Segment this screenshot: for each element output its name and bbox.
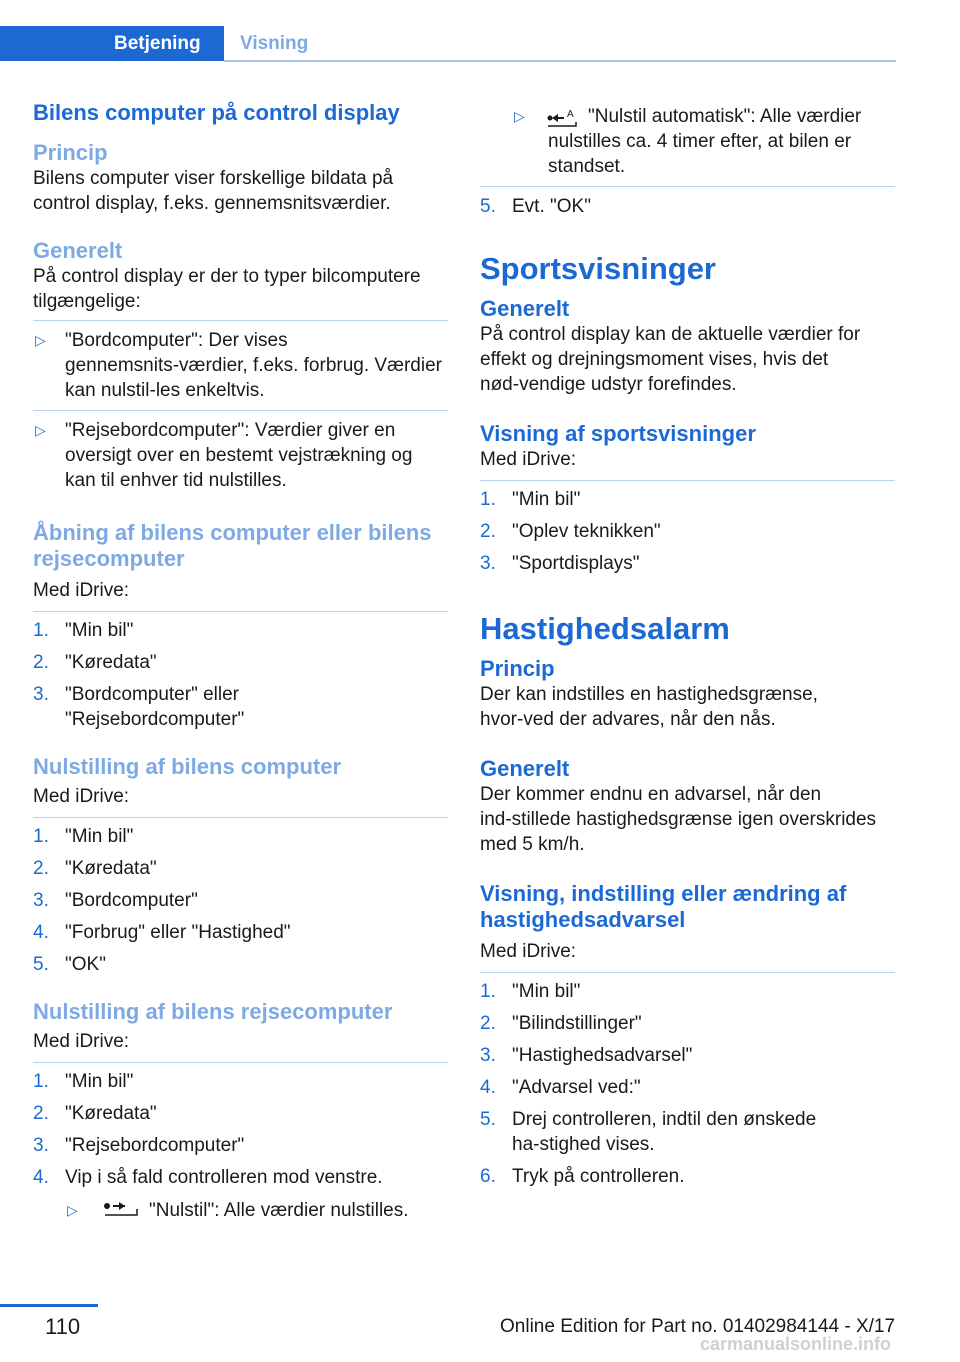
step-number: 1.	[33, 1071, 49, 1092]
list-item	[480, 194, 895, 219]
step-text: Tryk på controlleren.	[512, 1166, 685, 1187]
footer-accent-line	[0, 1304, 98, 1307]
step-text: "Rejsebordcomputer"	[65, 1135, 245, 1156]
list-item	[33, 618, 448, 643]
edition-text: Online Edition for Part no. 01402984144 - X/17	[500, 1316, 896, 1337]
sports-view-intro: Med iDrive:	[480, 449, 577, 470]
bullet-triangle-icon: ▷	[67, 1202, 78, 1218]
step-number: 3.	[33, 684, 49, 705]
step-number: 6.	[480, 1166, 496, 1187]
step-text: "Forbrug" eller "Hastighed"	[65, 922, 291, 943]
step-text: "Min bil"	[65, 1071, 134, 1092]
reset-heading: Nulstilling af bilens computer	[33, 754, 342, 779]
generelt-text: På control display er der to typer bilcomputere tilgængelige:	[33, 266, 421, 312]
reset-trip-intro: Med iDrive:	[33, 1031, 130, 1052]
speed-heading: Hastighedsalarm	[480, 611, 730, 646]
speed-princip-heading: Princip	[480, 656, 555, 681]
divider	[33, 410, 448, 411]
step-number: 4.	[33, 922, 49, 943]
step-number: 2.	[480, 1013, 496, 1034]
list-item	[33, 952, 448, 977]
watermark: carmanualsonline.info	[700, 1334, 892, 1354]
list-item	[33, 1133, 448, 1158]
step-text: "Køredata"	[65, 858, 157, 879]
step-text: "Bordcomputer" eller "Rejsebordcomputer"	[65, 684, 245, 730]
princip-heading: Princip	[33, 140, 108, 165]
step-number: 1.	[480, 489, 496, 510]
speed-generelt-heading: Generelt	[480, 756, 570, 781]
open-steps	[33, 618, 448, 732]
svg-text:A: A	[567, 109, 574, 120]
divider	[480, 480, 895, 481]
list-item	[480, 1164, 895, 1189]
list-item	[33, 1101, 448, 1126]
step-text: Vip i så fald controlleren mod venstre.	[65, 1167, 383, 1188]
step-number: 5.	[480, 1109, 496, 1130]
open-heading: Åbning af bilens computer eller bilens rejsecomputer	[33, 520, 432, 571]
sub-list-item-text: "Nulstil automatisk": Alle værdier nulstilles ca. 4 timer efter, at bilen er standset.	[548, 106, 862, 177]
step-text: Evt. "OK"	[512, 196, 591, 217]
step-text: "Køredata"	[65, 652, 157, 673]
bullet-triangle-icon: ▷	[514, 108, 525, 124]
left-column	[33, 100, 448, 1223]
list-item	[33, 920, 448, 945]
divider	[33, 320, 448, 321]
list-item	[33, 650, 448, 675]
step-number: 2.	[480, 521, 496, 542]
list-item	[480, 1011, 895, 1036]
list-item-text: "Bordcomputer": Der vises gennemsnits‑værdier, f.eks. forbrug. Værdier kan nulstil‑les enkeltvis.	[65, 330, 442, 401]
list-item	[480, 1043, 895, 1068]
sub-list-item-text: "Nulstil": Alle værdier nulstilles.	[149, 1200, 409, 1221]
step-text: "Min bil"	[65, 620, 134, 641]
list-item	[33, 1165, 448, 1190]
divider	[33, 1062, 448, 1063]
auto-reset-icon	[546, 108, 578, 128]
divider	[33, 611, 448, 612]
reset-trip-steps	[33, 1069, 448, 1190]
step-number: 2.	[33, 1103, 49, 1124]
bullet-triangle-icon: ▷	[35, 422, 46, 438]
step-number: 5.	[33, 954, 49, 975]
step-number: 5.	[480, 196, 496, 217]
step-number: 4.	[480, 1077, 496, 1098]
header-tabs	[0, 0, 960, 62]
list-item	[480, 1075, 895, 1100]
sports-generelt-text: På control display kan de aktuelle værdier for effekt og drejningsmoment vises, hvis det nød‑vendige udstyr forefindes.	[480, 324, 861, 395]
list-item	[33, 824, 448, 849]
right-column	[480, 100, 895, 1189]
step-text: "Min bil"	[65, 826, 134, 847]
sports-heading: Sportsvisninger	[480, 251, 716, 286]
sub-list-item	[480, 104, 895, 179]
speed-princip-text: Der kan indstilles en hastighedsgrænse, hvor‑ved der advares, når den nås.	[480, 684, 818, 730]
list-item	[480, 1107, 895, 1157]
step-number: 1.	[480, 981, 496, 1002]
step-text: "Hastighedsadvarsel"	[512, 1045, 693, 1066]
tab-betjening[interactable]: Betjening	[0, 26, 224, 61]
list-item	[480, 487, 895, 512]
step-text: "Oplev teknikken"	[512, 521, 661, 542]
reset-steps	[33, 824, 448, 977]
step-number: 3.	[33, 890, 49, 911]
bullet-triangle-icon: ▷	[35, 332, 46, 348]
divider	[480, 186, 895, 187]
sports-view-heading: Visning af sportsvisninger	[480, 421, 756, 446]
reset-icon	[101, 1200, 141, 1218]
step-text: "Bilindstillinger"	[512, 1013, 642, 1034]
princip-text: Bilens computer viser forskellige bildata på control display, f.eks. gennemsnitsværdier.	[33, 168, 394, 214]
page-number: 110	[45, 1314, 81, 1339]
step-number: 2.	[33, 652, 49, 673]
sports-view-steps	[480, 487, 895, 576]
list-item	[480, 519, 895, 544]
step-number: 3.	[33, 1135, 49, 1156]
step-number: 3.	[480, 553, 496, 574]
sports-generelt-heading: Generelt	[480, 296, 570, 321]
list-item	[480, 551, 895, 576]
list-item	[33, 888, 448, 913]
step-text: "OK"	[65, 954, 106, 975]
sub-list-item	[33, 1198, 448, 1223]
list-item	[33, 418, 448, 493]
list-item	[33, 682, 448, 732]
list-item	[480, 979, 895, 1004]
generelt-heading: Generelt	[33, 238, 123, 263]
divider	[480, 972, 895, 973]
step-text: "Min bil"	[512, 981, 581, 1002]
divider	[33, 817, 448, 818]
list-item	[33, 856, 448, 881]
header-divider	[224, 60, 896, 62]
list-item-text: "Rejsebordcomputer": Værdier giver en oversigt over en bestemt vejstrækning og kan til enhver tid nulstilles.	[65, 420, 413, 491]
step-number: 4.	[33, 1167, 49, 1188]
list-item	[33, 328, 448, 411]
step-text: Drej controlleren, indtil den ønskede ha‑stighed vises.	[512, 1109, 817, 1155]
speed-set-steps	[480, 979, 895, 1189]
step-number: 1.	[33, 826, 49, 847]
step-number: 2.	[33, 858, 49, 879]
section-title: Bilens computer på control display	[33, 100, 400, 125]
step-text: "Advarsel ved:"	[512, 1077, 641, 1098]
step-text: "Køredata"	[65, 1103, 157, 1124]
step-text: "Bordcomputer"	[65, 890, 198, 911]
speed-set-heading: Visning, indstilling eller ændring af hastighedsadvarsel	[480, 881, 847, 932]
generelt-bullets	[33, 328, 448, 493]
step-text: "Sportdisplays"	[512, 553, 640, 574]
step-text: "Min bil"	[512, 489, 581, 510]
step-number: 3.	[480, 1045, 496, 1066]
reset-trip-heading: Nulstilling af bilens rejsecomputer	[33, 999, 393, 1024]
step-number: 1.	[33, 620, 49, 641]
tab-visning[interactable]: Visning	[240, 33, 309, 54]
reset-intro: Med iDrive:	[33, 786, 130, 807]
speed-generelt-text: Der kommer endnu en advarsel, når den ind‑stillede hastighedsgrænse igen overskrides med 5 km/h.	[480, 784, 877, 855]
open-intro: Med iDrive:	[33, 580, 130, 601]
list-item	[33, 1069, 448, 1094]
speed-set-intro: Med iDrive:	[480, 941, 577, 962]
